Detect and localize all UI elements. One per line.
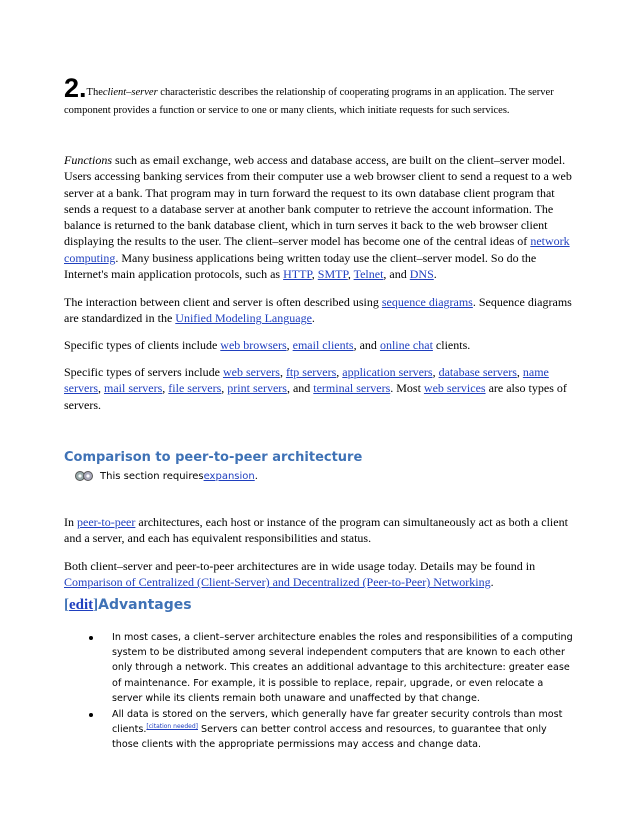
sep: clients. bbox=[432, 338, 471, 352]
usage-end: . bbox=[490, 575, 494, 590]
link-name-servers[interactable]: name servers bbox=[64, 365, 549, 396]
link-terminal-servers[interactable]: terminal servers bbox=[313, 381, 391, 396]
expansion-text: This section requires bbox=[100, 470, 204, 482]
functions-text: such as email exchange, web access and database access, are built on the client–server model. Users accessing banking services from their computer use a web browser client to send a request to a web server at a bank. That program may in turn forward the request to its own database client program that sends a request to a database server at another bank computer to retrieve the account information. The balance is returned to the bank database client, which in turn serves it back to the web browser client displaying the results to the user. The client–server model has become one of the central ideas of bbox=[64, 153, 572, 249]
bracket-close: ] bbox=[93, 597, 99, 613]
list-item bbox=[64, 630, 576, 706]
section-number: 2. bbox=[64, 73, 87, 103]
interaction-paragraph bbox=[64, 294, 576, 327]
advantages-heading bbox=[64, 597, 192, 614]
servers-mid: . Most bbox=[390, 381, 424, 396]
link-telnet[interactable]: Telnet bbox=[353, 267, 384, 282]
servers-paragraph: Specific types of servers include web servers, ftp servers, application servers, database servers, name servers, mail servers, file servers, print servers, and terminal servers. Most web services are also types of servers. bbox=[64, 365, 567, 412]
expansion-gears-icon bbox=[74, 470, 94, 482]
link-uml[interactable]: Unified Modeling Language bbox=[175, 311, 312, 326]
section-heading-p2p: Comparison to peer-to-peer architecture bbox=[64, 450, 363, 465]
link-peer-to-peer[interactable]: peer-to-peer bbox=[77, 515, 136, 529]
link-expansion[interactable]: expansion bbox=[203, 470, 255, 482]
bullet-icon bbox=[89, 713, 93, 717]
link-email-clients[interactable]: email clients bbox=[292, 338, 354, 352]
p2p-text: In bbox=[64, 515, 77, 529]
functions-lead: Functions bbox=[64, 153, 112, 167]
list-item bbox=[64, 707, 576, 753]
link-web-servers[interactable]: web servers bbox=[222, 365, 280, 379]
link-database-servers[interactable]: database servers bbox=[438, 365, 517, 379]
sep: , bbox=[286, 338, 293, 352]
sep: , bbox=[347, 267, 354, 282]
p2p-text-2: architectures, each host or instance of the program can simultaneously act as both a client and a server, and each has equivalent responsibilities and status. bbox=[64, 515, 568, 546]
servers-text: Specific types of servers include bbox=[64, 365, 223, 379]
advantage-text: In most cases, a client–server architecture enables the roles and responsibilities of a computing system to be distributed among several independent computers that are known to each other only through a network. This creates an additional advantage to this architecture: greater ease of maintenance. For example, it is possible to replace, repair, upgrade, or even relocate a server while its clients remain both unaware and unaffected by that change. bbox=[112, 632, 573, 704]
link-mail-servers[interactable]: mail servers bbox=[103, 381, 163, 396]
sep: , and bbox=[383, 267, 410, 282]
p2p-paragraph bbox=[64, 514, 576, 547]
link-comparison-networking[interactable]: Comparison of Centralized (Client-Server) and Decentralized (Peer-to-Peer) Networking bbox=[64, 575, 491, 590]
expansion-notice bbox=[64, 470, 258, 482]
usage-paragraph bbox=[64, 558, 576, 591]
functions-text-2: . Many business applications being written today use the client–server model. So do the Internet's main application protocols, such as bbox=[64, 250, 537, 282]
link-web-browsers[interactable]: web browsers bbox=[220, 338, 287, 352]
interaction-text: The interaction between client and server is often described using bbox=[64, 295, 382, 309]
bracket-open: [ bbox=[64, 597, 69, 613]
intro-rest: characteristic describes the relationship of cooperating programs in an application. The server component provides a function or service to one or many clients, which initiate requests for such services. bbox=[64, 87, 554, 117]
advantage-text-2: Servers can better control access and resources, to guarantee that only those clients with the appropriate permissions may access and change data. bbox=[112, 724, 547, 751]
link-network-computing[interactable]: network computing bbox=[64, 234, 570, 265]
usage-text: Both client–server and peer-to-peer architectures are in wide usage today. Details may be found in bbox=[64, 559, 536, 573]
link-smtp[interactable]: SMTP bbox=[317, 267, 348, 282]
intro-the: The bbox=[86, 87, 103, 98]
link-dns[interactable]: DNS bbox=[409, 267, 434, 282]
advantages-list bbox=[64, 630, 576, 753]
sep: , bbox=[311, 267, 318, 282]
link-print-servers[interactable]: print servers bbox=[227, 381, 287, 396]
clients-text: Specific types of clients include bbox=[64, 338, 221, 352]
sep: , and bbox=[353, 338, 380, 352]
edit-link[interactable]: edit bbox=[69, 597, 94, 613]
functions-paragraph bbox=[64, 152, 576, 282]
link-sequence-diagrams[interactable]: sequence diagrams bbox=[381, 295, 473, 309]
bullet-icon bbox=[89, 636, 93, 640]
advantage-text: All data is stored on the servers, which generally have far greater security controls than most clients. bbox=[112, 709, 563, 736]
clients-paragraph bbox=[64, 337, 576, 353]
interaction-text-2: . Sequence diagrams are standardized in the bbox=[64, 295, 572, 326]
link-online-chat[interactable]: online chat bbox=[379, 338, 433, 352]
servers-end: are also types of servers. bbox=[64, 381, 567, 412]
sep: . bbox=[433, 267, 437, 282]
intro-term: client–server bbox=[102, 87, 158, 98]
intro-paragraph bbox=[64, 73, 576, 120]
citation-needed-link[interactable]: [citation needed] bbox=[146, 723, 198, 731]
link-web-services[interactable]: web services bbox=[423, 381, 486, 396]
link-http[interactable]: HTTP bbox=[283, 267, 312, 282]
advantages-title: Advantages bbox=[98, 597, 192, 613]
link-ftp-servers[interactable]: ftp servers bbox=[285, 365, 337, 379]
sep: . bbox=[311, 311, 315, 326]
link-application-servers[interactable]: application servers bbox=[342, 365, 433, 379]
link-file-servers[interactable]: file servers bbox=[168, 381, 222, 396]
expansion-end: . bbox=[254, 470, 258, 482]
